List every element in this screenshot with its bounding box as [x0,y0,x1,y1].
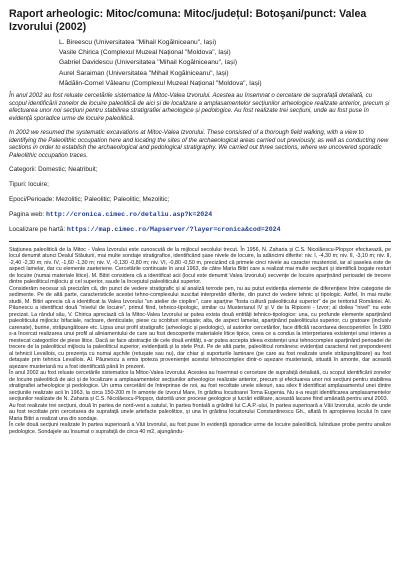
periods: Epoci/Perioade: Mezolitic; Paleolitic; Paleolitic; Mezolitic; [9,195,170,203]
body-paragraph: În cele două secțiuni realizate în partea superioară a Văii Izvorului, au fost puse în evidență sporadice urme de locuire paleolitică, lulinduse probe pentru analize pedologice. Sondajele au însumat o suprafață de circa 40 m2, ajungându- [9,422,391,435]
divider [9,241,391,242]
map-row [9,226,391,234]
author: Aurel Saraiman (Universitatea "Mihail Kogălniceanu", Iași) [59,69,229,77]
report-body [9,247,391,436]
web-page-row [9,211,391,219]
map-label: Localizare pe hartă: [9,225,66,233]
body-paragraph: Au fost realizate trei secțiuni, două în partea de nord-vest a satului, în partea frontală a grădinii lui C.A.P.-ului, în partea superioară a Văii Izvorului, acolo de unde au fost recoltate prin cercetarea de suprafață unele artefacte paleolitice, și una în grădina locuitorului Constantinescu Gh., aflată în apropierea locului în care Maria Bitiri a realizat una din sondaje. [9,402,391,422]
author: Gabriel Davidescu (Universitatea "Mihail Kogălniceanu", Iași) [59,59,238,67]
author: Mădălin-Cornel Văleanu (Complexul Muzeal Național "Moldova", Iași) [59,79,262,87]
body-paragraph: Considerăm necesar să precizăm că, din punct de vedere stratigrafic și al analiză terrode pen, nu au putut evidenția elemente de diferențiere între categorie de sedimente. Pe de altă parte, caracteristicile acestei tehno-complexului suscitat interpretări diferite, din punct de vedere tehnic și tipologic. Astfel, în mai multe studii, M. Bitiri aprecia că a identificat la Valea Izvorului "un atelier de cioplire", care aparține "fosta cultură paleoliticului superior" de pe teritoriul României. Al. Păunescu a identificat două "nivelul de locuire", primul fiind, tehnico-tipologic, similar cu Musterianul IV și V de la Ripiceni - Izvor; al doilea "nivel" nu este precizat. La rândul său, V. Chirica apreciază că la Mitoc-Valea Izvorului ar putea exista două entități tehnico-tipologice: una, cu profunde elemente aparținând paleoliticului mijlociu: bifaciale, racloare, denticulate, piese cu scobituri retușate; alta, de aspect lamelar, aparținând paleoliticului superior, cu gratoare (inclusiv carenate), burine, străpungătoare etc. Lipsa unui profil stratigrafic (arheologic și pedologic), al autorilor cercetărilor, face dificilă racordarea descoperirilor. În 1980 s-a încercat realizarea unui profil al aliniamentului de care au fost descoperite materialele litice tipice, ceea ce a condus la interpretarea existenței unui interes a mestecat categoriilor de piese litice. Dacă se face abstracție de cele două entități, s-ar putea accepta ideea existenței unui tehnocomplex aparținând perioadei de trecere de la paleoliticul mijlociu la paleoliticul superior, evidențiată și la stele Prut. Pe de altă parte, paleoliticul românesc evidențiat caracterul net preponderent al tehnicii Levallois, cu prezența cu numai aşchile (retușate sau nu), dar chiar și suporturile laminare (pe care au fost realizate unele străpungătoare) au fost detașate prin tehnica Levallois. Al. Păunescu a emis ipoteza provenienței acestui tehnocomplex dintr-o așezare musteriană, situată în amonte, dar această așezare musteriană nu a fost identificată până în prezent. [9,285,391,370]
categories: Categorii: Domestic; Neatribuit; [9,165,98,173]
types: Tipuri: locuire; [9,180,49,188]
abstract-english: In 2002 we resumed the systematic excavations at Mitoc-Valea Izvorului. These consisted of a thorough field walking, with a view to identifying the Paleolithic occupation here and locating the sites of the archaeological areas carried out previously, as well as conducting new sections in order to establish the archaeological and pedological stratigraphy. We carried out three sections, where we uncovered sporadic Paleolithic occupation traces. [9,128,389,159]
body-paragraph: Stațiunea paleolitică de la Mitoc - Valea Izvorului este cunoscută de la mijlocul secolului trecut. În 1956, N. Zaharia și C.S. Nicolăescu-Plopșor efectuează, pe locul denumit atunci Dealul Stăuturii, mai multe sondaje stratigrafice, identificând șase nivele de locuire, la adâncimi diferite: niv. I, -4,30 m; niv. II, -3,10 m; niv. II, -2,40 -2,30 m; niv. IV, -1,60 -1,30 m; niv. V, -0,130 -0,80 m; niv. VI, -0,80 -0,50 m, precizând că primele cinci nivele au caracter musterioid, iar al șaselea este de aspect lamelar, dar cu elemente zaeteriene. Cercetările continuate în anul 1963, de către Maria Bitiri care a realizat mai multe secțiuni și identifică bogate resturi de locuire (numai materiale litice). M. Bitiri considera că a identificat acii (locul este denumit Valea Izvorului) secvențe de locuire aparținând perioadei de trecere dintre paleoliticul mijlociu și cel superior, saude la începutul paleoliticului superior. [9,246,391,286]
web-page-link[interactable]: http://cronica.cimec.ro/detaliu.asp?k=2024 [45,210,213,218]
map-link[interactable]: https://map.cimec.ro/Mapserver/?layer=cronica&cod=2024 [66,225,281,233]
author: Vasile Chirica (Complexul Muzeal Național "Moldova", Iași) [59,49,231,57]
web-page-label: Pagina web: [9,210,45,218]
abstract-romanian: În anul 2002 au fost reluate cercetările sistematice la Mitoc-Valea Izvorului. Acestea au însemnat o cercetare de suprafață detaliată, cu scopul identificării zonelor de locuire paleolitică de aici și de localizare a amplasamentelor secțiunilor arheologice realizate anterior, precum și efectuarea unor noi secțiuni pentru stabilirea stratigrafiei arheologice și pedologice. Au fost realizate trei secțiuni, unde au fost puse în evidență sporadice urme de locuire paleolitică. [9,92,390,123]
author-list [59,38,391,89]
report-title: Raport arheologic: Mitoc/comuna: Mitoc/județul: Botoșani/punct: Valea Izvorului (2002) [9,8,367,33]
body-paragraph: În anul 2002 au fost reluate cercetările sistematice la Mitoc-Valea Izvorului. Acestea au însemnat o cercetare de suprafață detaliată, cu scopul identificării zonelor de locuire paleolitică de aici și de localizare a amplasamentelor secțiunilor arheologice realizate anterior, precum și efectuarea unor noi secțiuni pentru stabilirea stratigrafiei arheologice și pedologice. Un urma cercetării de întreprinse de noi, au fost recoltate unele silexuri, sau silex fi identificat amplasamentul unei dintre secțiunile realizate acii în 1963, la circa 150-200 m în amonte de Izvorul Mare, în grădina locuitoarei Toma Eugenia. Nu s-a reușit identificarea amplasamentelor secțiunilor realizate de N. Zaharia și C.S. Nicolăescu-Plopșor, datorită unor procese geologice și lucrări edilitare, această lacune fiind amânată pentru anul 2003. [9,370,391,403]
author: L. Bireescu (Universitatea "Mihail Kogălniceanu", Iași) [59,39,217,46]
